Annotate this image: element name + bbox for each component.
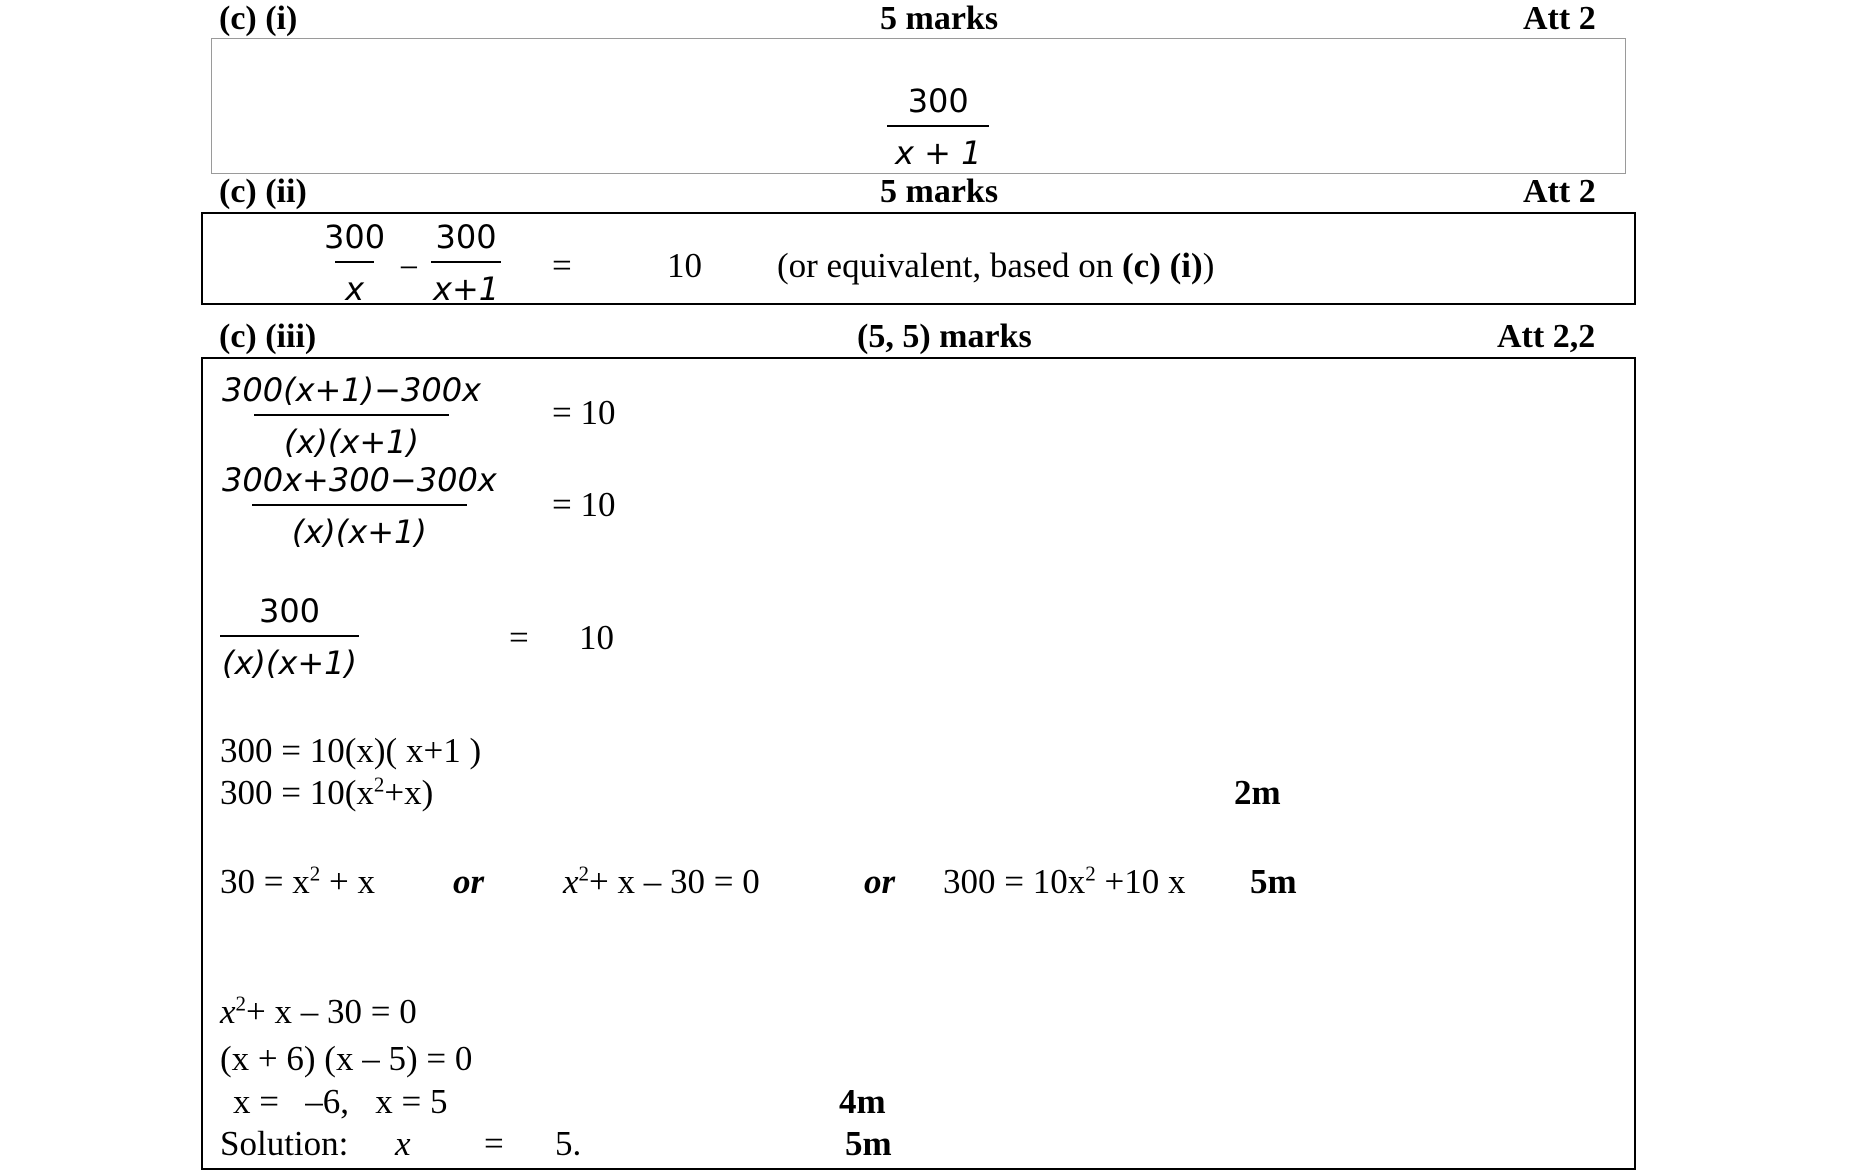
equation-line-5 [220, 772, 434, 812]
fraction-denominator: x + 1 [887, 125, 989, 169]
part-iii-att: Att 2,2 [1497, 318, 1596, 355]
part-ii-value: 10 [667, 246, 702, 285]
eq5-superscript: 2 [373, 772, 385, 797]
equation-line-6c [943, 861, 1186, 901]
equals-sign: = [552, 246, 572, 285]
fraction-numerator: 300 [258, 592, 321, 630]
eq7-post: + x – 30 = 0 [246, 992, 417, 1031]
fraction-numerator: 300x+300−300x [222, 461, 497, 499]
mark-4m: 4m [839, 1082, 886, 1121]
solution-equals: = [484, 1124, 504, 1163]
fraction-denominator: x [335, 261, 374, 305]
solution-label: Solution: [220, 1124, 349, 1163]
step3-fraction [220, 592, 359, 682]
equation-line-8: (x + 6) (x – 5) = 0 [220, 1039, 473, 1078]
eq6c-superscript: 2 [1085, 861, 1096, 886]
part-ii-fraction-2 [431, 218, 501, 308]
part-i-marks: 5 marks [880, 0, 999, 37]
fraction-numerator: 300 [907, 82, 969, 120]
note-suffix: ) [1202, 246, 1215, 285]
fraction-numerator: 300 [324, 218, 386, 256]
part-ii-label: (c) (ii) [219, 173, 307, 210]
equation-line-9: x = –6, x = 5 [233, 1082, 448, 1121]
step2-fraction [220, 461, 499, 551]
eq6c-pre: 300 = 10x [943, 862, 1086, 901]
part-iii-marks: (5, 5) marks [857, 318, 1032, 355]
part-iii-answer-box [201, 357, 1636, 1170]
note-bold-i: (i) [1169, 246, 1203, 285]
eq6a-superscript: 2 [309, 861, 321, 886]
equation-line-6a [220, 861, 375, 901]
fraction-denominator: x+1 [431, 261, 501, 305]
fraction-denominator: (x)(x+1) [252, 504, 467, 548]
equation-line-4: 300 = 10(x)( x+1 ) [220, 731, 482, 770]
step3-equals: = [509, 618, 529, 657]
part-ii-note [777, 248, 1214, 283]
step1-rhs: = 10 [552, 393, 616, 432]
part-i-att: Att 2 [1523, 0, 1596, 37]
step3-rhs: 10 [579, 618, 614, 657]
eq6b-post: + x – 30 = 0 [589, 862, 760, 901]
or-2: or [864, 862, 896, 901]
equation-line-6b [563, 861, 760, 901]
part-iii-label: (c) (iii) [219, 318, 317, 355]
fraction-numerator: 300 [435, 218, 497, 256]
part-i-label: (c) (i) [219, 0, 298, 37]
part-ii-att: Att 2 [1523, 173, 1596, 210]
fraction-denominator: (x)(x+1) [254, 414, 449, 458]
mark-5m-a: 5m [1250, 862, 1297, 901]
solution-value: 5. [555, 1124, 582, 1163]
part-ii-marks: 5 marks [880, 173, 999, 210]
eq7-superscript: 2 [235, 991, 247, 1016]
part-i-answer-box [211, 38, 1626, 174]
mark-5m-b: 5m [845, 1124, 892, 1163]
part-ii-answer-box [201, 212, 1636, 308]
eq6b-pre: x [563, 862, 579, 901]
equation-line-7 [220, 991, 417, 1031]
part-i-fraction [887, 82, 989, 172]
fraction-numerator: 300(x+1)−300x [222, 371, 481, 409]
note-space [1161, 246, 1170, 285]
eq6b-superscript: 2 [578, 861, 590, 886]
solution-variable: x [395, 1124, 411, 1163]
eq6a-pre: 30 = x [220, 862, 310, 901]
fraction-denominator: (x)(x+1) [220, 635, 359, 679]
or-1: or [453, 862, 485, 901]
part-ii-fraction-1 [322, 218, 387, 308]
step1-fraction [220, 371, 483, 461]
note-bold-c: (c) [1122, 246, 1161, 285]
note-prefix: (or equivalent, based on [777, 246, 1123, 285]
eq5-part-b: +x) [384, 773, 434, 812]
eq6a-post: + x [320, 862, 375, 901]
minus-sign: − [399, 248, 419, 287]
step2-rhs: = 10 [552, 485, 616, 524]
eq6c-post: +10 x [1095, 862, 1186, 901]
mark-2m: 2m [1234, 773, 1281, 812]
eq5-part-a: 300 = 10(x [220, 773, 374, 812]
eq7-pre: x [220, 992, 236, 1031]
